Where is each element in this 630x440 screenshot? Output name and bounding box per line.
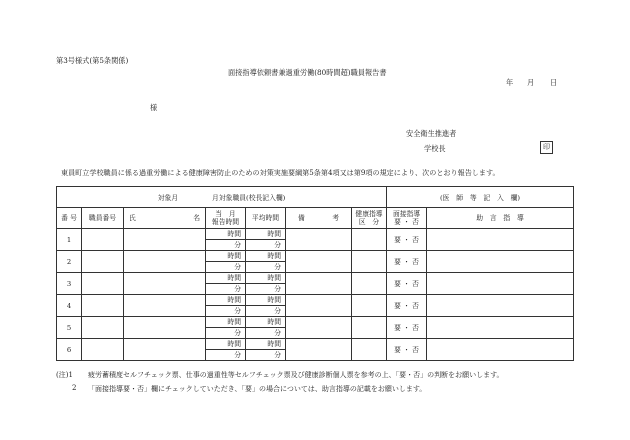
table-row	[57, 339, 574, 350]
month-hours-cell[interactable]: 時間	[206, 295, 246, 306]
interview-yes-no-cell[interactable]: 要 ・ 否	[387, 339, 427, 361]
month-minutes-cell[interactable]: 分	[206, 262, 246, 273]
header-guidance-req: 健康指導 区 分	[352, 208, 387, 229]
date-month-label: 月	[527, 78, 535, 87]
column-header-row	[57, 208, 574, 229]
form-number: 第3号様式(第5条関係)	[56, 56, 129, 65]
remarks-cell[interactable]	[286, 273, 352, 295]
guidance-cell[interactable]	[352, 251, 387, 273]
avg-minutes-cell[interactable]: 分	[246, 240, 286, 251]
note-2-number: 2	[72, 384, 77, 392]
avg-minutes-cell[interactable]: 分	[246, 350, 286, 361]
guidance-cell[interactable]	[352, 317, 387, 339]
section-right-header: (医 師 等 記 入 欄)	[387, 187, 574, 208]
month-hours-cell[interactable]: 時間	[206, 339, 246, 350]
month-hours-cell[interactable]: 時間	[206, 317, 246, 328]
interview-yes-no-cell[interactable]: 要 ・ 否	[387, 317, 427, 339]
advice-cell[interactable]	[427, 295, 574, 317]
remarks-cell[interactable]	[286, 339, 352, 361]
advice-cell[interactable]	[427, 339, 574, 361]
header-avg-hours: 平均時間	[246, 208, 286, 229]
row-number: 5	[57, 317, 82, 339]
table-row	[57, 229, 574, 240]
note-2-text: 「面接指導要・否」欄にチェックしていただき、「要」の場合については、助言指導の記載をお願いします。	[88, 385, 427, 393]
table-row	[57, 295, 574, 306]
header-staff-no: 職員番号	[82, 208, 124, 229]
intro-paragraph: 東員町立学校職員に係る過重労働による健康障害防止のための対策実施要綱第5条第4項又は第9項の規定により、次のとおり報告します。	[61, 168, 500, 177]
row-number: 3	[57, 273, 82, 295]
month-hours-cell[interactable]: 時間	[206, 251, 246, 262]
name-cell[interactable]	[124, 339, 206, 361]
table-row	[57, 273, 574, 284]
name-cell[interactable]	[124, 229, 206, 251]
row-number: 1	[57, 229, 82, 251]
row-number: 6	[57, 339, 82, 361]
month-hours-cell[interactable]: 時間	[206, 273, 246, 284]
row-number: 4	[57, 295, 82, 317]
guidance-cell[interactable]	[352, 229, 387, 251]
remarks-cell[interactable]	[286, 317, 352, 339]
addressee-suffix: 様	[150, 103, 158, 112]
guidance-cell[interactable]	[352, 273, 387, 295]
guidance-cell[interactable]	[352, 339, 387, 361]
date-day-label: 日	[550, 78, 558, 87]
header-advice: 助 言 指 導	[427, 208, 574, 229]
table-row	[57, 317, 574, 328]
remarks-cell[interactable]	[286, 251, 352, 273]
month-minutes-cell[interactable]: 分	[206, 284, 246, 295]
header-no: 番 号	[57, 208, 82, 229]
month-minutes-cell[interactable]: 分	[206, 350, 246, 361]
note-1-text: 疲労蓄積度セルフチェック票、仕事の過重性等セルフチェック票及び健康診断個人票を参考の上、「要・否」の判断をお願いします。	[88, 371, 504, 379]
avg-minutes-cell[interactable]: 分	[246, 284, 286, 295]
interview-yes-no-cell[interactable]: 要 ・ 否	[387, 251, 427, 273]
month-minutes-cell[interactable]: 分	[206, 306, 246, 317]
advice-cell[interactable]	[427, 229, 574, 251]
sender-role: 安全衛生推進者	[406, 129, 457, 138]
remarks-cell[interactable]	[286, 229, 352, 251]
avg-hours-cell[interactable]: 時間	[246, 295, 286, 306]
header-name	[124, 208, 206, 229]
name-cell[interactable]	[124, 317, 206, 339]
document-title: 面接指導依頼書兼過重労働(80時間超)職員報告書	[228, 68, 387, 77]
header-month-hours: 当 月 報告時間	[206, 208, 246, 229]
name-cell[interactable]	[124, 273, 206, 295]
avg-hours-cell[interactable]: 時間	[246, 317, 286, 328]
header-remarks-left: 備	[298, 213, 305, 222]
advice-cell[interactable]	[427, 251, 574, 273]
avg-minutes-cell[interactable]: 分	[246, 306, 286, 317]
header-remarks-right: 考	[332, 213, 339, 222]
name-cell[interactable]	[124, 251, 206, 273]
section-left-header: 対象月 月対象職員(校長記入欄)	[57, 187, 387, 208]
advice-cell[interactable]	[427, 317, 574, 339]
date-year-label: 年	[506, 78, 514, 87]
interview-yes-no-cell[interactable]: 要 ・ 否	[387, 229, 427, 251]
avg-hours-cell[interactable]: 時間	[246, 229, 286, 240]
avg-hours-cell[interactable]: 時間	[246, 273, 286, 284]
month-minutes-cell[interactable]: 分	[206, 240, 246, 251]
avg-hours-cell[interactable]: 時間	[246, 251, 286, 262]
header-name-right: 名	[193, 213, 200, 222]
staff-number-cell[interactable]	[82, 317, 124, 339]
section-header-row	[57, 187, 574, 208]
avg-minutes-cell[interactable]: 分	[246, 262, 286, 273]
row-number: 2	[57, 251, 82, 273]
interview-yes-no-cell[interactable]: 要 ・ 否	[387, 295, 427, 317]
name-cell[interactable]	[124, 295, 206, 317]
note-label: (注)1	[56, 371, 73, 379]
remarks-cell[interactable]	[286, 295, 352, 317]
staff-number-cell[interactable]	[82, 251, 124, 273]
principal-label: 学校長	[424, 144, 446, 153]
month-hours-cell[interactable]: 時間	[206, 229, 246, 240]
avg-hours-cell[interactable]: 時間	[246, 339, 286, 350]
staff-number-cell[interactable]	[82, 273, 124, 295]
header-remarks	[286, 208, 352, 229]
staff-number-cell[interactable]	[82, 229, 124, 251]
header-name-left: 氏	[129, 213, 136, 222]
advice-cell[interactable]	[427, 273, 574, 295]
header-interview-req: 面接指導 要 ・ 否	[387, 208, 427, 229]
guidance-cell[interactable]	[352, 295, 387, 317]
report-table	[56, 186, 574, 361]
seal-stamp-box: 印	[540, 141, 553, 154]
month-minutes-cell[interactable]: 分	[206, 328, 246, 339]
staff-number-cell[interactable]	[82, 295, 124, 317]
staff-number-cell[interactable]	[82, 339, 124, 361]
avg-minutes-cell[interactable]: 分	[246, 328, 286, 339]
interview-yes-no-cell[interactable]: 要 ・ 否	[387, 273, 427, 295]
table-row	[57, 251, 574, 262]
